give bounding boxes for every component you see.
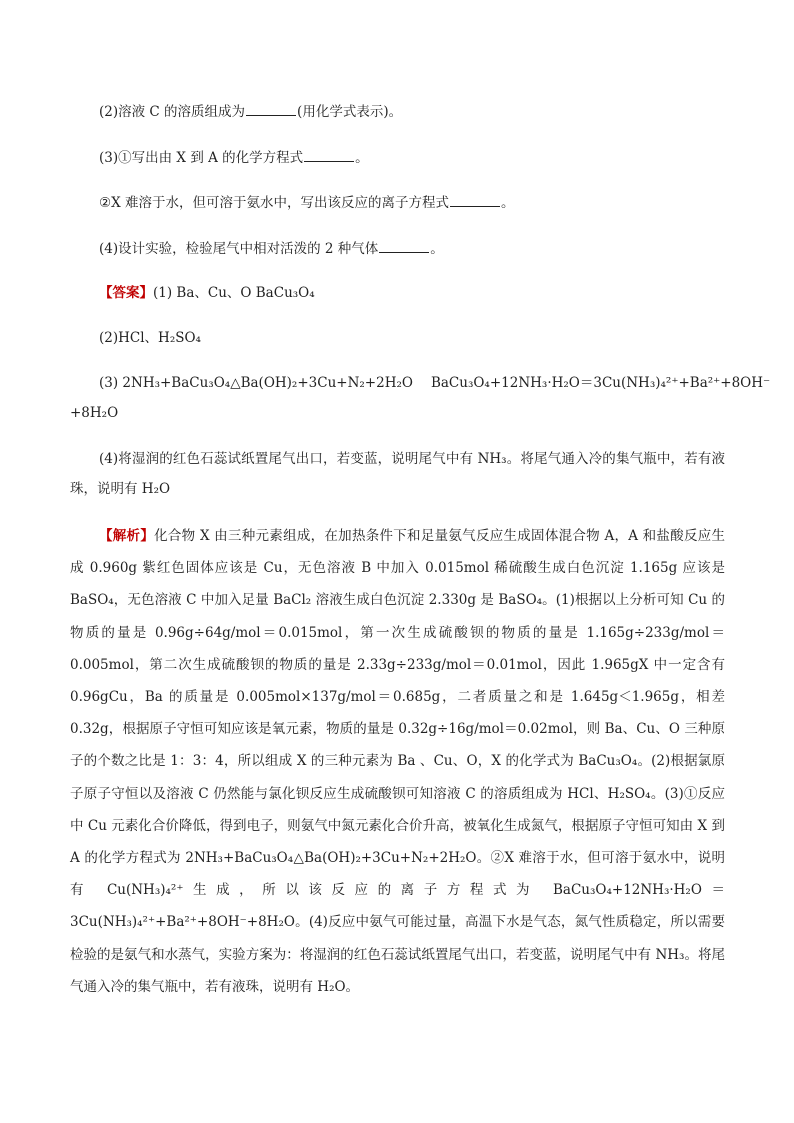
answer-blank	[379, 238, 429, 253]
answer-2: (2)HCl、H₂SO₄	[99, 330, 201, 346]
answer-blank	[246, 101, 296, 116]
question-3-2-tail: 。	[501, 195, 515, 211]
question-3-1-tail: 。	[355, 150, 369, 166]
answer-1-text: (1) Ba、Cu、O BaCu₃O₄	[153, 285, 315, 301]
answer-3-equation-1: (3) 2NH₃+BaCu₃O₄△Ba(OH)₂+3Cu+N₂+2H₂O	[99, 375, 413, 391]
question-3-2	[99, 192, 515, 213]
answer-4: (4)将湿润的红色石蕊试纸置尾气出口，若变蓝，说明尾气中有 NH₃。将尾气通入冷的集气瓶中，若有液珠，说明有 H₂O	[70, 451, 725, 497]
answer-3-equation-2: BaCu₃O₄+12NH₃·H₂O＝3Cu(NH₃)₄²⁺+Ba²⁺+8OH⁻	[430, 375, 771, 391]
question-4	[99, 238, 444, 259]
answer-label: 【答案】	[99, 285, 153, 301]
question-3-1-text: (3)①写出由 X 到 A 的化学方程式	[99, 150, 304, 166]
analysis-paragraph	[70, 520, 725, 1003]
analysis-label: 【解析】	[99, 528, 155, 544]
answer-blank	[450, 192, 500, 207]
question-2	[99, 101, 402, 122]
question-2-tail: (用化学式表示)。	[297, 104, 403, 120]
question-4-tail: 。	[430, 241, 444, 257]
answer-3	[99, 373, 770, 393]
question-4-text: (4)设计实验，检验尾气中相对活泼的 2 种气体	[99, 241, 379, 257]
answer-3-continued: +8H₂O	[70, 405, 119, 421]
answer-1	[99, 283, 315, 303]
question-2-text: (2)溶液 C 的溶质组成为	[99, 104, 246, 120]
answer-blank	[304, 147, 354, 162]
question-3-1	[99, 147, 369, 168]
question-3-2-text: ②X 难溶于水，但可溶于氨水中，写出该反应的离子方程式	[99, 195, 450, 211]
analysis-text: 化合物 X 由三种元素组成，在加热条件下和足量氨气反应生成固体混合物 A，A 和盐酸反应生成 0.960g 紫红色固体应该是 Cu，无色溶液 B 中加入 0.015mol 稀硫酸生成白色沉淀 1.165g 应该是 BaSO₄，无色溶液 C 中加入足量 BaCl₂ 溶液生成白色沉淀 2.330g 是 BaSO₄。(1)根据以上分析可知 Cu 的物质的量是 0.96g÷64g/mol＝0.015mol，第一次生成硫酸钡的物质的量是 1.165g÷233g/mol＝0.005mol，第二次生成硫酸钡的物质的量是 2.33g÷233g/mol＝0.01mol，因此 1.965gX 中一定含有 0.96gCu，Ba 的质量是 0.005mol×137g/mol＝0.685g，二者质量之和是 1.645g＜1.965g，相差 0.32g，根据原子守恒可知应该是氧元素，物质的量是 0.32g÷16g/mol＝0.02mol，则 Ba、Cu、O 三种原子的个数之比是 1：3：4，所以组成 X 的三种元素为 Ba 、Cu、O，X 的化学式为 BaCu₃O₄。(2)根据氯原子原子守恒以及溶液 C 仍然能与氯化钡反应生成硫酸钡可知溶液 C 的溶质组成为 HCl、H₂SO₄。(3)①反应中 Cu 元素化合价降低，得到电子，则氨气中氮元素化合价升高，被氧化生成氮气，根据原子守恒可知由 X 到 A 的化学方程式为 2NH₃+BaCu₃O₄△Ba(OH)₂+3Cu+N₂+2H₂O。②X 难溶于水，但可溶于氨水中，说明有 Cu(NH₃)₄²⁺生成，所以该反应的离子方程式为 BaCu₃O₄+12NH₃·H₂O＝3Cu(NH₃)₄²⁺+Ba²⁺+8OH⁻+8H₂O。(4)反应中氨气可能过量，高温下水是气态，氮气性质稳定，所以需要检验的是氨气和水蒸气，实验方案为：将湿润的红色石蕊试纸置尾气出口，若变蓝，说明尾气中有 NH₃。将尾气通入冷的集气瓶中，若有液珠，说明有 H₂O。	[70, 528, 725, 995]
